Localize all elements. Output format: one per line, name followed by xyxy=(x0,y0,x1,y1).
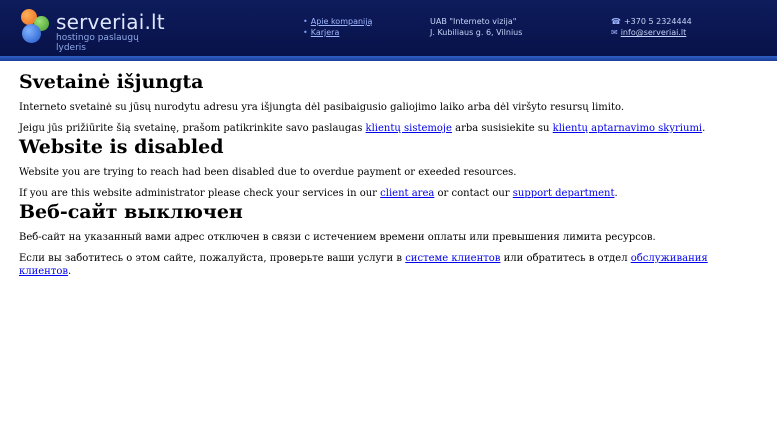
section-paragraph: Website you are trying to reach had been disabled due to overdue payment or exeeded resources. xyxy=(19,167,517,178)
company-address: J. Kubiliaus g. 6, Vilnius xyxy=(430,28,523,37)
section-lt xyxy=(19,70,759,135)
section-en xyxy=(19,135,759,200)
text-fragment: If you are this website administrator please check your services in our xyxy=(19,188,381,199)
section-title: Svetainė išjungta xyxy=(19,71,204,93)
phone-number: +370 5 2324444 xyxy=(623,17,692,26)
text-fragment: Jeigu jūs prižiūrite šią svetainę, prašom patikrinkite savo paslaugas xyxy=(19,123,366,134)
client-area-link[interactable]: системе клиентов xyxy=(405,253,501,264)
text-fragment: или обратитесь в отдел xyxy=(500,253,631,264)
contact-info xyxy=(611,16,692,38)
nav-link-career[interactable]: Karjera xyxy=(310,28,340,37)
section-paragraph-links xyxy=(19,252,759,278)
text-fragment: arba susisiekite su xyxy=(451,123,553,134)
bullet-icon: • xyxy=(303,17,308,26)
envelope-icon: ✉ xyxy=(611,28,618,37)
text-fragment: . xyxy=(68,266,72,277)
section-title: Веб-сайт выключен xyxy=(19,201,243,223)
logo[interactable] xyxy=(18,8,168,53)
client-area-link[interactable]: klientų sistemoje xyxy=(365,123,452,134)
section-title: Website is disabled xyxy=(19,136,224,158)
support-department-link[interactable]: обслуживания клиентов xyxy=(19,253,708,277)
phone-icon: ☎ xyxy=(611,17,621,26)
main-content xyxy=(0,61,759,278)
client-area-link[interactable]: client area xyxy=(380,188,435,199)
nav-link-about[interactable]: Apie kompaniją xyxy=(310,17,373,26)
support-department-link[interactable]: klientų aptarnavimo skyriumi xyxy=(552,123,703,134)
company-info xyxy=(430,16,522,38)
bullet-icon: • xyxy=(303,28,308,37)
text-fragment: . xyxy=(614,188,618,199)
text-fragment: or contact our xyxy=(434,188,513,199)
site-header xyxy=(0,0,777,56)
email-link[interactable]: info@serveriai.lt xyxy=(620,28,687,37)
text-fragment: Если вы заботитесь о этом сайте, пожалуйста, проверьте ваши услуги в xyxy=(19,253,406,264)
nav-item-about xyxy=(303,16,372,27)
email-row xyxy=(611,27,692,38)
support-department-link[interactable]: support department xyxy=(512,188,615,199)
header-nav xyxy=(303,16,372,38)
company-name: UAB "Interneto vizija" xyxy=(430,17,517,26)
section-paragraph: Interneto svetainė su jūsų nurodytu adresu yra išjungta dėl pasibaigusio galiojimo laiko arba dėl viršyto resursų limito. xyxy=(19,102,624,113)
logo-name: serveriai.lt xyxy=(56,10,165,34)
section-paragraph: Веб-сайт на указанный вами адрес отключен в связи с истечением времени оплаты или превышения лимита ресурсов. xyxy=(19,232,656,243)
phone-row xyxy=(611,16,692,27)
logo-circles-icon xyxy=(18,8,52,44)
text-fragment: . xyxy=(702,123,706,134)
section-paragraph-links xyxy=(19,122,759,135)
nav-item-career xyxy=(303,27,372,38)
logo-tagline: hostingo paslaugų lyderis xyxy=(56,33,139,53)
section-paragraph-links xyxy=(19,187,759,200)
section-ru xyxy=(19,200,759,278)
